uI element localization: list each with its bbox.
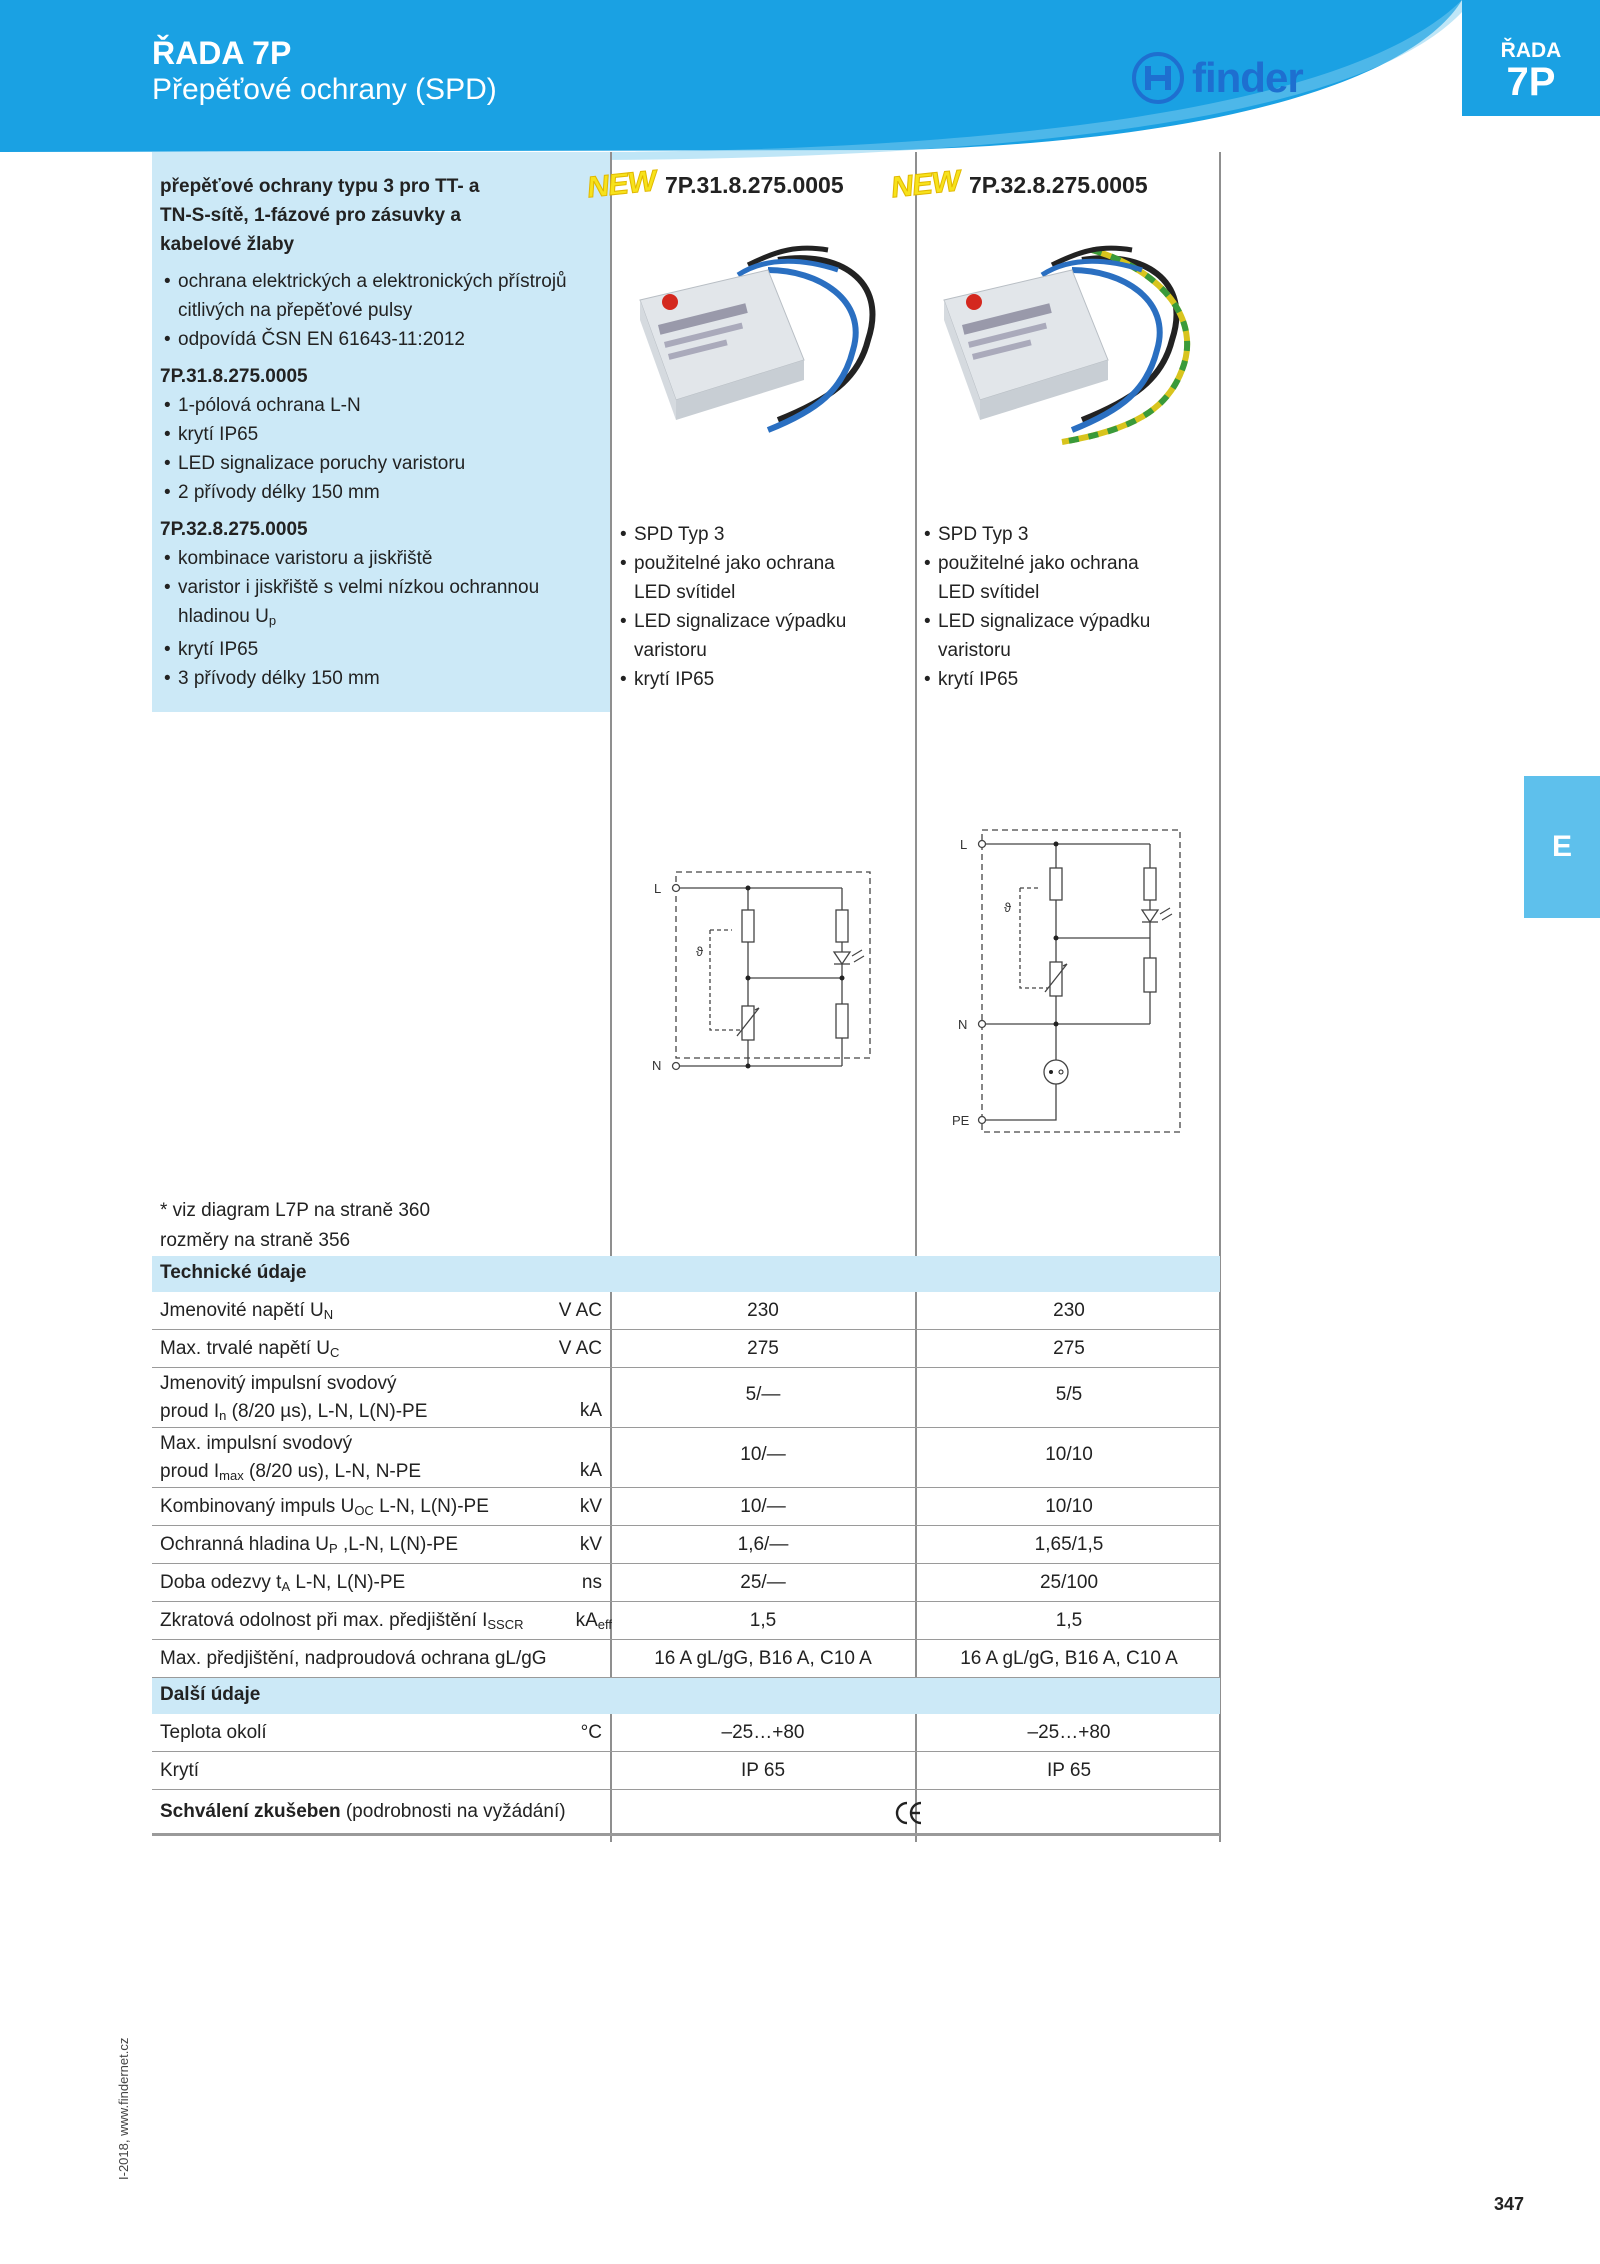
row-value-2: 25/100	[1039, 1572, 1099, 1593]
intro-heading: přepěťové ochrany typu 3 pro TT- a TN-S-sítě, 1-fázové pro zásuvky a kabelové žlaby	[160, 176, 480, 255]
row-label: Max. předjištění, nadproudová ochrana gL/gG	[160, 1648, 547, 1669]
label-subscript: OC	[354, 1503, 374, 1518]
row-value-1: IP 65	[740, 1760, 786, 1781]
row-label	[160, 1801, 566, 1823]
intro-bullets	[160, 267, 600, 354]
list-item: • krytí IP65	[160, 635, 600, 664]
row-value-2: 1,65/1,5	[1034, 1534, 1104, 1555]
diagram-1-theta: ϑ	[696, 944, 704, 959]
technical-table	[152, 1256, 1220, 1836]
label-text: (8/20 us), L-N, N-PE	[243, 1461, 422, 1482]
table-row	[152, 1488, 1220, 1526]
new-badge: NEW	[890, 164, 961, 205]
row-label	[160, 1370, 427, 1430]
row-unit: kV	[579, 1534, 602, 1555]
label-subscript: C	[330, 1345, 340, 1360]
product-2-photo	[932, 230, 1202, 460]
page-title: ŘADA 7P	[152, 35, 292, 71]
label-text: Max. impulsní svodový	[160, 1433, 353, 1454]
list-item: • kombinace varistoru a jiskřiště	[160, 544, 600, 573]
table-row	[152, 1526, 1220, 1564]
row-unit: kA	[579, 1400, 602, 1421]
model2-code: 7P.32.8.275.0005	[160, 519, 308, 540]
diagram-1-label-n: N	[652, 1058, 662, 1073]
product-1-photo	[628, 230, 898, 450]
ce-mark-icon	[894, 1798, 924, 1828]
row-value-2: 5/5	[1055, 1384, 1083, 1405]
table-row	[152, 1292, 1220, 1330]
label-text: proud I	[160, 1461, 220, 1482]
row-label	[160, 1572, 405, 1594]
row-value-2: IP 65	[1046, 1760, 1092, 1781]
row-label	[160, 1430, 421, 1490]
finder-logo-icon	[1132, 52, 1184, 104]
label-subscript: P	[329, 1541, 338, 1556]
label-text: (8/20 µs), L-N, L(N)-PE	[226, 1401, 428, 1422]
list-item: • 2 přívody délky 150 mm	[160, 478, 600, 507]
model1-bullets	[160, 391, 600, 507]
row-value-2: 275	[1053, 1338, 1085, 1359]
row-label: Teplota okolí	[160, 1722, 267, 1743]
row-value-1: 10/—	[740, 1444, 786, 1465]
row-value-1: 275	[747, 1338, 779, 1359]
intro-panel	[152, 152, 610, 712]
diagram-2-label-pe: PE	[952, 1113, 970, 1128]
list-item: • SPD Typ 3	[618, 520, 908, 549]
label-text: Doba odezvy t	[160, 1572, 282, 1593]
section-header	[152, 1678, 1220, 1714]
product-1-header	[586, 164, 844, 205]
list-item	[160, 573, 600, 635]
label-text: Zkratová odolnost při max. předjištění I	[160, 1610, 488, 1631]
row-unit: V AC	[558, 1338, 602, 1359]
row-value-1: –25…+80	[721, 1722, 805, 1743]
row-label	[160, 1496, 489, 1518]
list-item: • krytí IP65	[618, 665, 908, 694]
row-unit: ns	[581, 1572, 602, 1593]
series-label: ŘADA	[1500, 39, 1562, 62]
row-value-1: 16 A gL/gG, B16 A, C10 A	[654, 1648, 872, 1669]
table-row	[152, 1602, 1220, 1640]
logo-word: finder	[1192, 54, 1303, 101]
approval-note: (podrobnosti na vyžádání)	[340, 1801, 566, 1822]
new-badge: NEW	[586, 164, 657, 205]
label-subscript: n	[219, 1408, 227, 1423]
table-row	[152, 1330, 1220, 1368]
label-text: Jmenovitý impulsní svodový	[160, 1373, 397, 1394]
notes	[160, 1196, 430, 1256]
row-unit: kV	[579, 1496, 602, 1517]
section-title: Technické údaje	[160, 1262, 307, 1283]
row-label	[160, 1300, 333, 1322]
label-text: L-N, L(N)-PE	[290, 1572, 406, 1593]
row-unit	[562, 1610, 612, 1632]
product-1-code: 7P.31.8.275.0005	[665, 171, 844, 198]
table-row	[152, 1564, 1220, 1602]
row-value-2: 10/10	[1045, 1444, 1093, 1465]
row-unit: kA	[579, 1460, 602, 1481]
up-subscript: p	[268, 613, 277, 628]
row-value-2: 1,5	[1055, 1610, 1083, 1631]
row-value-2: 16 A gL/gG, B16 A, C10 A	[960, 1648, 1178, 1669]
row-label	[160, 1610, 524, 1632]
circuit-diagram-1	[640, 860, 880, 1080]
footer-side-text: I-2018, www.findernet.cz	[116, 2037, 131, 2180]
label-text: proud I	[160, 1401, 220, 1422]
list-item: • krytí IP65	[922, 665, 1212, 694]
label-subscript: A	[281, 1579, 291, 1594]
page-header	[152, 34, 497, 108]
table-row	[152, 1790, 1220, 1836]
label-subscript: max	[219, 1468, 244, 1483]
label-text: ,L-N, L(N)-PE	[337, 1534, 459, 1555]
finder-logo	[1132, 52, 1303, 104]
label-subscript: SSCR	[487, 1617, 524, 1632]
diagram-1-label-l: L	[654, 881, 662, 896]
page-subtitle: Přepěťové ochrany (SPD)	[152, 73, 497, 106]
up-symbol: U	[255, 606, 269, 627]
table-row	[152, 1368, 1220, 1428]
row-label	[160, 1534, 458, 1556]
list-item: • použitelné jako ochrana LED svítidel	[618, 549, 858, 607]
label-text: Jmenovité napětí U	[160, 1300, 324, 1321]
series-code: 7P	[1506, 60, 1556, 104]
approval-title: Schválení zkušeben	[160, 1801, 341, 1822]
list-item-text: varistor i jiskřiště s velmi nízkou ochrannou hladinou	[178, 577, 540, 627]
row-unit: °C	[580, 1722, 602, 1743]
label-text: Max. trvalé napětí U	[160, 1338, 331, 1359]
table-row	[152, 1714, 1220, 1752]
section-tab: E	[1524, 776, 1600, 918]
label-subscript: N	[323, 1307, 334, 1322]
label-text: Kombinovaný impuls U	[160, 1496, 355, 1517]
list-item: • ochrana elektrických a elektronických přístrojů citlivých na přepěťové pulsy	[160, 267, 600, 325]
unit-subscript: eff	[597, 1617, 612, 1632]
row-label: Krytí	[160, 1760, 200, 1781]
list-item: • SPD Typ 3	[922, 520, 1212, 549]
row-value-1: 25/—	[740, 1572, 786, 1593]
note-line: * viz diagram L7P na straně 360	[160, 1200, 431, 1221]
list-item: • krytí IP65	[160, 420, 600, 449]
note-line: rozměry na straně 356	[160, 1230, 351, 1251]
list-item: • odpovídá ČSN EN 61643-11:2012	[160, 325, 600, 354]
table-row	[152, 1752, 1220, 1790]
product-2-code: 7P.32.8.275.0005	[969, 171, 1148, 198]
page-number: 347	[1494, 2194, 1525, 2214]
diagram-2-label-l: L	[960, 837, 968, 852]
label-text: Ochranná hladina U	[160, 1534, 329, 1555]
row-value-1: 1,5	[749, 1610, 777, 1631]
list-item: • použitelné jako ochrana LED svítidel	[922, 549, 1162, 607]
series-box	[1462, 0, 1600, 116]
model1-code: 7P.31.8.275.0005	[160, 366, 308, 387]
diagram-2-label-n: N	[958, 1017, 968, 1032]
product-2-features	[922, 520, 1212, 694]
unit-text: kA	[575, 1610, 598, 1631]
section-title: Další údaje	[160, 1684, 261, 1705]
row-value-1: 5/—	[745, 1384, 781, 1405]
row-value-2: 230	[1053, 1300, 1085, 1321]
section-header	[152, 1256, 1220, 1292]
row-value-1: 10/—	[740, 1496, 786, 1517]
label-text: L-N, L(N)-PE	[373, 1496, 489, 1517]
diagram-2-theta: ϑ	[1004, 900, 1012, 915]
table-row	[152, 1640, 1220, 1678]
row-value-2: –25…+80	[1027, 1722, 1111, 1743]
circuit-diagram-2	[940, 820, 1200, 1140]
list-item: • 1-pólová ochrana L-N	[160, 391, 600, 420]
product-1-features	[618, 520, 908, 694]
product-2-header	[890, 164, 1148, 205]
table-row	[152, 1428, 1220, 1488]
row-unit: V AC	[558, 1300, 602, 1321]
list-item: • LED signalizace poruchy varistoru	[160, 449, 600, 478]
row-value-1: 1,6/—	[737, 1534, 789, 1555]
row-value-1: 230	[747, 1300, 779, 1321]
row-value-2: 10/10	[1045, 1496, 1093, 1517]
row-label	[160, 1338, 339, 1360]
list-item: • LED signalizace výpadku varistoru	[922, 607, 1182, 665]
model2-bullets	[160, 544, 600, 693]
list-item: • LED signalizace výpadku varistoru	[618, 607, 878, 665]
list-item: • 3 přívody délky 150 mm	[160, 664, 600, 693]
